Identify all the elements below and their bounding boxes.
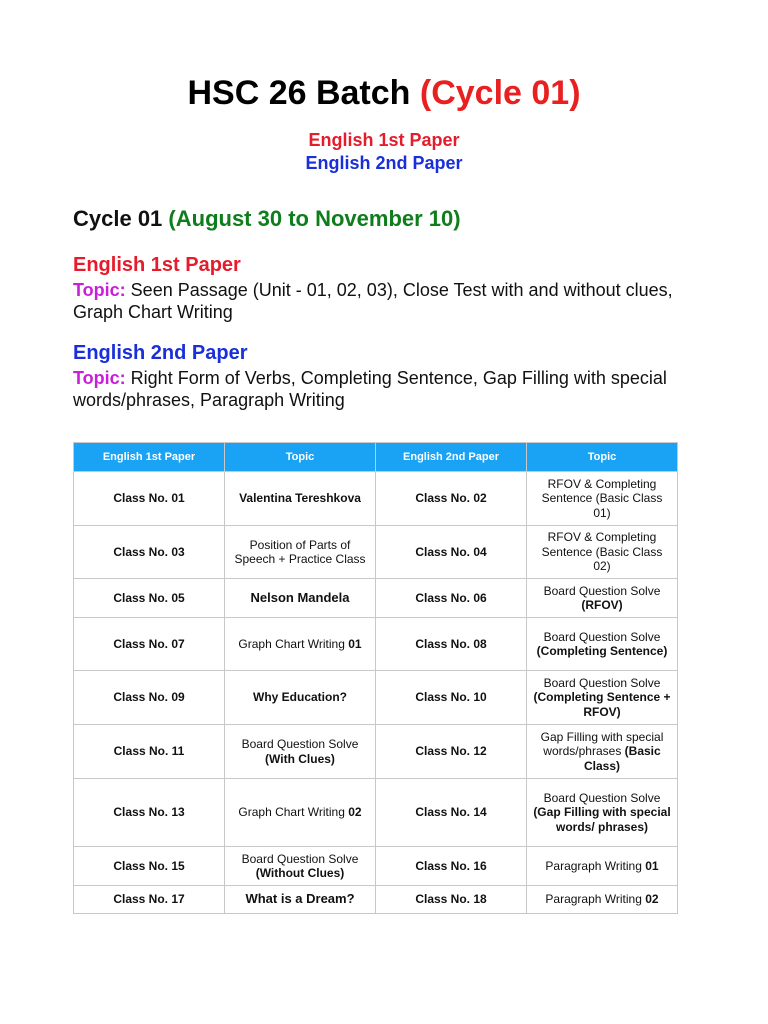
class-cell: Class No. 01 (74, 472, 225, 526)
topic-cell: What is a Dream? (225, 886, 376, 914)
paper-2-topic (73, 367, 703, 411)
table-row (74, 472, 678, 526)
topic-cell: Graph Chart Writing 01 (225, 618, 376, 671)
class-cell: Class No. 02 (376, 472, 527, 526)
topic-cell: Gap Filling with special words/phrases (Basic Class) (527, 725, 678, 779)
class-cell: Class No. 03 (74, 526, 225, 579)
header-topic-2: Topic (527, 443, 678, 472)
paper-2-topic-label: Topic: (73, 368, 126, 388)
topic-cell: Board Question Solve (Completing Sentence + RFOV) (527, 671, 678, 725)
topic-cell: Paragraph Writing 01 (527, 847, 678, 886)
paper-1-topic-text: Seen Passage (Unit - 01, 02, 03), Close Test with and without clues, Graph Chart Writing (73, 280, 673, 322)
header-english-1st-paper: English 1st Paper (74, 443, 225, 472)
cycle-label: Cycle 01 (73, 206, 163, 231)
topic-cell: RFOV & Completing Sentence (Basic Class 02) (527, 526, 678, 579)
topic-cell: Why Education? (225, 671, 376, 725)
subtitle-english-2nd-paper: English 2nd Paper (305, 153, 463, 173)
topic-cell: Board Question Solve (Completing Sentence) (527, 618, 678, 671)
class-cell: Class No. 16 (376, 847, 527, 886)
class-cell: Class No. 06 (376, 579, 527, 618)
topic-cell: Paragraph Writing 02 (527, 886, 678, 914)
topic-cell: Graph Chart Writing 02 (225, 779, 376, 847)
class-cell: Class No. 12 (376, 725, 527, 779)
class-cell: Class No. 11 (74, 725, 225, 779)
table-row (74, 779, 678, 847)
class-cell: Class No. 15 (74, 847, 225, 886)
class-cell: Class No. 05 (74, 579, 225, 618)
topic-cell: Board Question Solve (RFOV) (527, 579, 678, 618)
header-english-2nd-paper: English 2nd Paper (376, 443, 527, 472)
paper-2-topic-text: Right Form of Verbs, Completing Sentence, Gap Filling with special words/phrases, Paragraph Writing (73, 368, 667, 410)
class-cell: Class No. 13 (74, 779, 225, 847)
table-row (74, 886, 678, 914)
class-cell: Class No. 17 (74, 886, 225, 914)
topic-cell: Nelson Mandela (225, 579, 376, 618)
class-cell: Class No. 18 (376, 886, 527, 914)
table-row (74, 579, 678, 618)
paper-1-heading: English 1st Paper (73, 254, 241, 276)
topic-cell: Valentina Tereshkova (225, 472, 376, 526)
class-cell: Class No. 09 (74, 671, 225, 725)
topic-cell: Position of Parts of Speech + Practice Class (225, 526, 376, 579)
cycle-dates: (August 30 to November 10) (168, 206, 461, 231)
topic-cell: Board Question Solve (Without Clues) (225, 847, 376, 886)
table-row (74, 671, 678, 725)
topic-cell: RFOV & Completing Sentence (Basic Class 01) (527, 472, 678, 526)
header-topic-1: Topic (225, 443, 376, 472)
table-row (74, 526, 678, 579)
title-cycle: (Cycle 01) (419, 74, 581, 112)
class-cell: Class No. 04 (376, 526, 527, 579)
cycle-heading (73, 205, 461, 233)
class-cell: Class No. 14 (376, 779, 527, 847)
table-header-row (74, 443, 678, 472)
table-row (74, 618, 678, 671)
topic-cell: Board Question Solve (Gap Filling with special words/ phrases) (527, 779, 678, 847)
schedule-table (73, 442, 678, 914)
class-cell: Class No. 10 (376, 671, 527, 725)
title-main: HSC 26 Batch (187, 74, 411, 112)
paper-1-topic (73, 279, 703, 323)
paper-1-topic-label: Topic: (73, 280, 126, 300)
subtitle-english-1st-paper: English 1st Paper (308, 130, 460, 150)
page-title (0, 70, 768, 116)
table-row (74, 847, 678, 886)
table-row (74, 725, 678, 779)
topic-cell: Board Question Solve (With Clues) (225, 725, 376, 779)
paper-2-heading: English 2nd Paper (73, 342, 248, 364)
class-cell: Class No. 08 (376, 618, 527, 671)
class-cell: Class No. 07 (74, 618, 225, 671)
